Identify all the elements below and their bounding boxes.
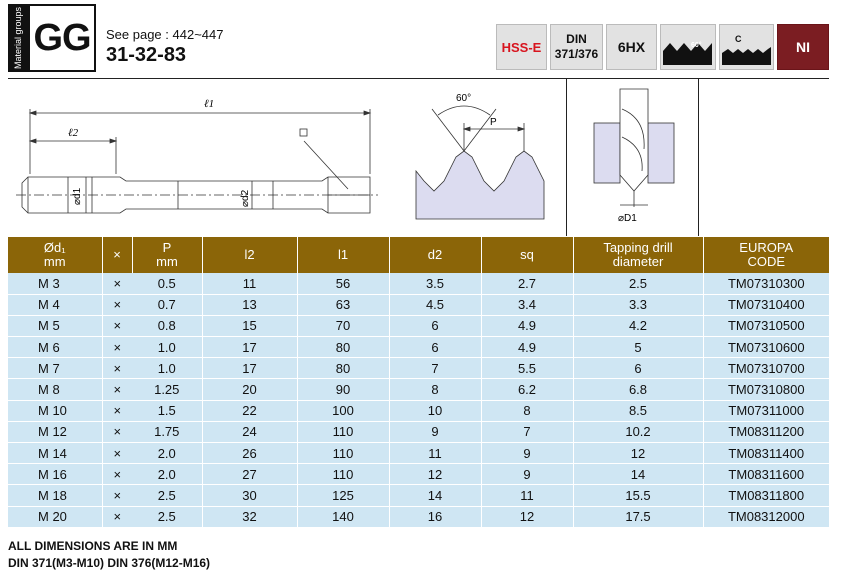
table-cell: 6 bbox=[389, 315, 481, 336]
table-cell: 32 bbox=[202, 506, 297, 527]
table-body bbox=[8, 273, 829, 527]
table-cell: 8.5 bbox=[573, 400, 703, 421]
table-cell: M 6 bbox=[8, 337, 102, 358]
table-cell: 110 bbox=[297, 443, 389, 464]
table-cell: M 16 bbox=[8, 464, 102, 485]
table-cell: 2.7 bbox=[481, 273, 573, 294]
table-cell: 63 bbox=[297, 294, 389, 315]
table-cell: M 3 bbox=[8, 273, 102, 294]
table-cell: TM08311400 bbox=[703, 443, 829, 464]
coating-badge: NI bbox=[777, 24, 829, 70]
table-cell: 6 bbox=[573, 358, 703, 379]
table-cell: 1.25 bbox=[132, 379, 202, 400]
table-cell: 4.9 bbox=[481, 315, 573, 336]
table-cell: 7 bbox=[481, 421, 573, 442]
table-cell: M 4 bbox=[8, 294, 102, 315]
table-cell: × bbox=[102, 400, 132, 421]
table-cell: TM07310700 bbox=[703, 358, 829, 379]
product-codes: 31-32-83 bbox=[106, 44, 187, 66]
table-cell: × bbox=[102, 464, 132, 485]
column-header bbox=[573, 237, 703, 273]
table-cell: 8 bbox=[389, 379, 481, 400]
diagram-area bbox=[8, 78, 829, 235]
table-row bbox=[8, 273, 829, 294]
table-cell: × bbox=[102, 485, 132, 506]
table-cell: 70 bbox=[297, 315, 389, 336]
specification-table bbox=[8, 237, 829, 528]
chamfer-badge bbox=[719, 24, 774, 70]
table-cell: 20 bbox=[202, 379, 297, 400]
table-row bbox=[8, 400, 829, 421]
table-cell: 2.5 bbox=[573, 273, 703, 294]
table-cell: 6.8 bbox=[573, 379, 703, 400]
table-cell: 17 bbox=[202, 358, 297, 379]
column-header-line: l2 bbox=[244, 247, 255, 262]
table-cell: 110 bbox=[297, 421, 389, 442]
table-cell: 24 bbox=[202, 421, 297, 442]
column-header bbox=[202, 237, 297, 273]
table-cell: 9 bbox=[481, 443, 573, 464]
column-header bbox=[389, 237, 481, 273]
table-header-row bbox=[8, 237, 829, 273]
table-cell: TM08311200 bbox=[703, 421, 829, 442]
diagram-divider bbox=[566, 79, 567, 236]
table-cell: 1.0 bbox=[132, 358, 202, 379]
table-cell: 4.5 bbox=[389, 294, 481, 315]
table-row bbox=[8, 337, 829, 358]
thread-angle-badge bbox=[660, 24, 716, 70]
table-cell: × bbox=[102, 273, 132, 294]
column-header-line: d2 bbox=[427, 247, 443, 262]
table-row bbox=[8, 506, 829, 527]
column-header-line: × bbox=[113, 247, 121, 262]
table-cell: TM08311600 bbox=[703, 464, 829, 485]
table-cell: M 8 bbox=[8, 379, 102, 400]
column-header-line: l1 bbox=[337, 247, 349, 262]
table-cell: 7 bbox=[389, 358, 481, 379]
table-cell: M 12 bbox=[8, 421, 102, 442]
table-cell: 80 bbox=[297, 337, 389, 358]
table-row bbox=[8, 421, 829, 442]
table-cell: 125 bbox=[297, 485, 389, 506]
table-cell: 15 bbox=[202, 315, 297, 336]
table-cell: 6 bbox=[389, 337, 481, 358]
d2-label: ⌀d2 bbox=[240, 189, 251, 207]
table-cell: 2.0 bbox=[132, 464, 202, 485]
table-cell: × bbox=[102, 421, 132, 442]
drill-diameter-label: ⌀D1 bbox=[618, 213, 637, 224]
table-cell: × bbox=[102, 315, 132, 336]
table-cell: 0.7 bbox=[132, 294, 202, 315]
table-row bbox=[8, 294, 829, 315]
table-cell: 11 bbox=[481, 485, 573, 506]
column-header bbox=[102, 237, 132, 273]
table-row bbox=[8, 379, 829, 400]
table-cell: 4.2 bbox=[573, 315, 703, 336]
table-cell: 140 bbox=[297, 506, 389, 527]
table-cell: M 20 bbox=[8, 506, 102, 527]
table-cell: 16 bbox=[389, 506, 481, 527]
chamfer-icon bbox=[720, 25, 773, 69]
table-cell: × bbox=[102, 294, 132, 315]
see-page-reference: See page : 442~447 bbox=[106, 27, 224, 42]
table-cell: 14 bbox=[389, 485, 481, 506]
table-cell: 26 bbox=[202, 443, 297, 464]
table-cell: 12 bbox=[481, 506, 573, 527]
table-cell: M 18 bbox=[8, 485, 102, 506]
table-cell: M 14 bbox=[8, 443, 102, 464]
column-header-line: P bbox=[162, 240, 172, 255]
table-cell: 13 bbox=[202, 294, 297, 315]
table-cell: M 10 bbox=[8, 400, 102, 421]
table-cell: 100 bbox=[297, 400, 389, 421]
table-cell: 27 bbox=[202, 464, 297, 485]
table-cell: 11 bbox=[202, 273, 297, 294]
column-header-unit: mm bbox=[43, 254, 66, 269]
table-cell: × bbox=[102, 337, 132, 358]
table-row bbox=[8, 358, 829, 379]
table-cell: TM07311000 bbox=[703, 400, 829, 421]
pitch-label: P bbox=[490, 117, 497, 128]
din-standard: 371/376 bbox=[554, 47, 599, 61]
table-cell: TM07310800 bbox=[703, 379, 829, 400]
din-label: DIN bbox=[566, 32, 587, 46]
tap-drawing bbox=[8, 79, 388, 236]
table-cell: 0.8 bbox=[132, 315, 202, 336]
table-cell: 110 bbox=[297, 464, 389, 485]
hss-e-badge: HSS-E bbox=[496, 24, 547, 70]
column-header-unit: CODE bbox=[747, 254, 786, 269]
table-cell: × bbox=[102, 358, 132, 379]
column-header-unit: diameter bbox=[612, 254, 664, 269]
table-cell: TM08311800 bbox=[703, 485, 829, 506]
material-group-code: GG bbox=[28, 4, 96, 72]
table-cell: 15.5 bbox=[573, 485, 703, 506]
table-cell: 11 bbox=[389, 443, 481, 464]
table-cell: 3.3 bbox=[573, 294, 703, 315]
table-cell: 17.5 bbox=[573, 506, 703, 527]
table-cell: 3.5 bbox=[389, 273, 481, 294]
table-cell: TM07310300 bbox=[703, 273, 829, 294]
thread-angle-icon bbox=[661, 25, 715, 69]
table-cell: TM08312000 bbox=[703, 506, 829, 527]
angle-label: 60° bbox=[456, 93, 472, 104]
table-cell: 56 bbox=[297, 273, 389, 294]
table-cell: 4.9 bbox=[481, 337, 573, 358]
table-cell: 80 bbox=[297, 358, 389, 379]
table-cell: 1.0 bbox=[132, 337, 202, 358]
table-cell: 14 bbox=[573, 464, 703, 485]
table-cell: 5 bbox=[573, 337, 703, 358]
table-row bbox=[8, 464, 829, 485]
table-cell: 12 bbox=[389, 464, 481, 485]
column-header-unit: mm bbox=[156, 254, 178, 269]
table-row bbox=[8, 485, 829, 506]
column-header bbox=[132, 237, 202, 273]
table-cell: M 5 bbox=[8, 315, 102, 336]
table-row bbox=[8, 315, 829, 336]
table-cell: 0.5 bbox=[132, 273, 202, 294]
table-cell: × bbox=[102, 379, 132, 400]
column-header-line: EUROPA bbox=[739, 240, 794, 255]
table-cell: 3.4 bbox=[481, 294, 573, 315]
table-cell: 1.75 bbox=[132, 421, 202, 442]
table-cell: × bbox=[102, 506, 132, 527]
column-header bbox=[8, 237, 102, 273]
table-cell: 8 bbox=[481, 400, 573, 421]
column-header bbox=[481, 237, 573, 273]
din-badge bbox=[550, 24, 603, 70]
d1-label: ⌀d1 bbox=[72, 187, 83, 205]
table-cell: 2.5 bbox=[132, 506, 202, 527]
column-header-line: sq bbox=[520, 247, 534, 262]
table-cell: 1.5 bbox=[132, 400, 202, 421]
table-cell: 10.2 bbox=[573, 421, 703, 442]
dimensions-note: ALL DIMENSIONS ARE IN MM bbox=[8, 539, 178, 553]
thread-angle-text: 60° bbox=[691, 42, 702, 49]
l1-label: ℓ1 bbox=[204, 98, 215, 110]
thread-profile-drawing bbox=[404, 79, 554, 236]
table-cell: 9 bbox=[481, 464, 573, 485]
chamfer-text: C bbox=[735, 34, 742, 44]
table-cell: 6.2 bbox=[481, 379, 573, 400]
table-cell: TM07310400 bbox=[703, 294, 829, 315]
table-cell: 17 bbox=[202, 337, 297, 358]
table-cell: 22 bbox=[202, 400, 297, 421]
tolerance-badge: 6HX bbox=[606, 24, 657, 70]
table-cell: TM07310600 bbox=[703, 337, 829, 358]
column-header bbox=[703, 237, 829, 273]
l2-label: ℓ2 bbox=[68, 127, 79, 139]
table-cell: × bbox=[102, 443, 132, 464]
material-groups-label: Material groups bbox=[8, 4, 28, 72]
table-cell: 12 bbox=[573, 443, 703, 464]
table-row bbox=[8, 443, 829, 464]
table-cell: 9 bbox=[389, 421, 481, 442]
table-cell: 30 bbox=[202, 485, 297, 506]
table-cell: 2.0 bbox=[132, 443, 202, 464]
column-header-line: Ød₁ bbox=[43, 240, 66, 255]
diagram-divider bbox=[698, 79, 699, 236]
table-cell: 90 bbox=[297, 379, 389, 400]
din-note: DIN 371(M3-M10) DIN 376(M12-M16) bbox=[8, 556, 211, 570]
column-header-line: Tapping drill bbox=[603, 240, 673, 255]
tapping-drill-drawing bbox=[588, 79, 688, 236]
table-cell: 2.5 bbox=[132, 485, 202, 506]
table-cell: 5.5 bbox=[481, 358, 573, 379]
table-cell: 10 bbox=[389, 400, 481, 421]
column-header bbox=[297, 237, 389, 273]
table-cell: M 7 bbox=[8, 358, 102, 379]
table-cell: TM07310500 bbox=[703, 315, 829, 336]
